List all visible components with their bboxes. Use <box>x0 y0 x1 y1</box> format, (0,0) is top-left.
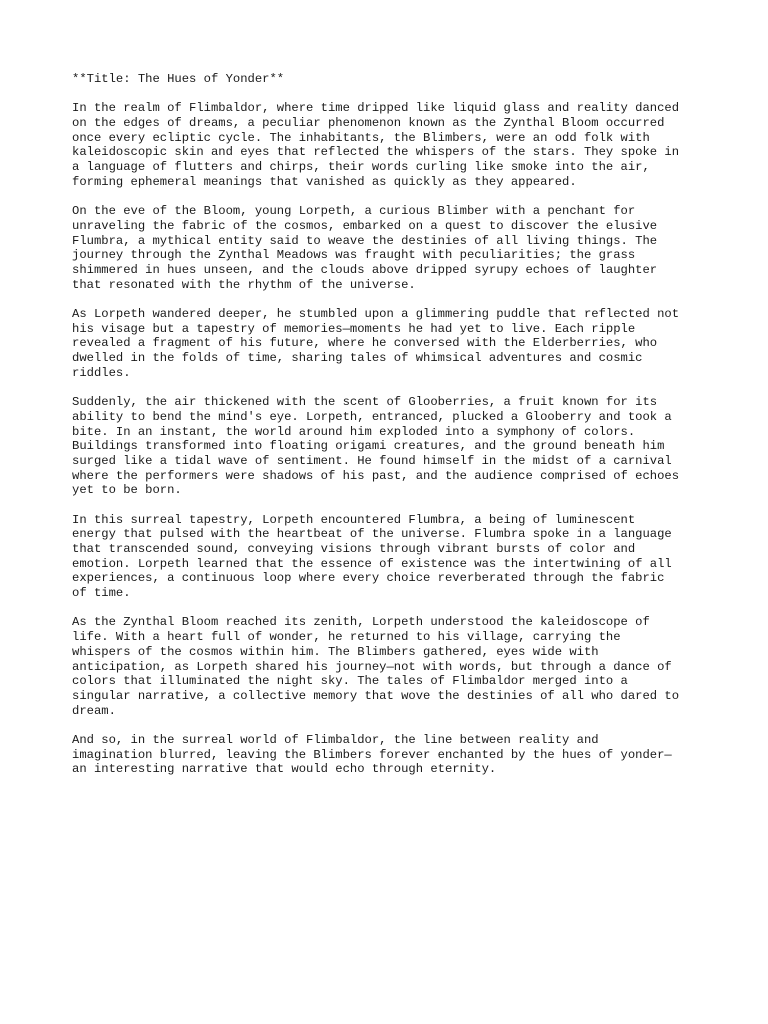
text-line: dream. <box>72 703 116 718</box>
paragraph-6 <box>72 615 712 718</box>
text-line: unraveling the fabric of the cosmos, embarked on a quest to discover the elusive <box>72 218 658 233</box>
paragraph-4 <box>72 395 712 498</box>
text-line: energy that pulsed with the heartbeat of the universe. Flumbra spoke in a language <box>72 527 672 542</box>
text-line: his visage but a tapestry of memories—moments he had yet to live. Each ripple <box>72 321 636 336</box>
text-line: Suddenly, the air thickened with the scent of Glooberries, a fruit known for its <box>72 395 658 410</box>
text-line: yet to be born. <box>72 483 182 498</box>
text-line: of time. <box>72 586 131 601</box>
text-line: In the realm of Flimbaldor, where time dripped like liquid glass and reality danced <box>72 101 680 116</box>
text-line: anticipation, as Lorpeth shared his journey—not with words, but through a dance of <box>72 659 672 674</box>
paragraph-1 <box>72 101 712 189</box>
text-line: journey through the Zynthal Meadows was fraught with peculiarities; the grass <box>72 248 636 263</box>
text-line: As Lorpeth wandered deeper, he stumbled upon a glimmering puddle that reflected not <box>72 307 680 321</box>
text-line: that resonated with the rhythm of the universe. <box>72 277 416 292</box>
text-line: whispers of the cosmos within him. The Blimbers gathered, eyes wide with <box>72 644 599 659</box>
text-line: once every ecliptic cycle. The inhabitants, the Blimbers, were an odd folk with <box>72 130 650 145</box>
text-line: Flumbra, a mythical entity said to weave the destinies of all living things. The <box>72 233 658 248</box>
text-line: where the performers were shadows of his past, and the audience comprised of echoes <box>72 468 680 483</box>
text-line: As the Zynthal Bloom reached its zenith, Lorpeth understood the kaleidoscope of <box>72 615 650 630</box>
paragraph-7 <box>72 733 712 777</box>
text-line: Buildings transformed into floating origami creatures, and the ground beneath him <box>72 439 665 454</box>
text-line: an interesting narrative that would echo through eternity. <box>72 762 497 777</box>
text-line: experiences, a continuous loop where every choice reverberated through the fabric <box>72 571 665 586</box>
text-line: On the eve of the Bloom, young Lorpeth, a curious Blimber with a penchant for <box>72 204 636 219</box>
text-line: dwelled in the folds of time, sharing tales of whimsical adventures and cosmic <box>72 351 643 366</box>
text-line: colors that illuminated the night sky. The tales of Flimbaldor merged into a <box>72 674 628 689</box>
paragraph-3 <box>72 307 712 380</box>
text-line: riddles. <box>72 365 131 380</box>
text-line: singular narrative, a collective memory that wove the destinies of all who dared to <box>72 688 680 703</box>
title-paragraph <box>72 72 712 87</box>
text-line: life. With a heart full of wonder, he returned to his village, carrying the <box>72 630 621 645</box>
paragraph-5 <box>72 513 712 601</box>
text-line: surged like a tidal wave of sentiment. He found himself in the midst of a carnival <box>72 453 672 468</box>
text-line: forming ephemeral meanings that vanished as quickly as they appeared. <box>72 174 577 189</box>
text-line: on the edges of dreams, a peculiar phenomenon known as the Zynthal Bloom occurred <box>72 116 665 131</box>
paragraph-2 <box>72 204 712 292</box>
text-line: that transcended sound, conveying visions through vibrant bursts of color and <box>72 542 636 556</box>
document-title: **Title: The Hues of Yonder** <box>72 72 285 86</box>
text-line: kaleidoscopic skin and eyes that reflected the whispers of the stars. They spoke in <box>72 145 680 160</box>
text-line: imagination blurred, leaving the Blimbers forever enchanted by the hues of yonder— <box>72 747 672 762</box>
text-line: bite. In an instant, the world around him exploded into a symphony of colors. <box>72 424 636 439</box>
text-line: revealed a fragment of his future, where he conversed with the Elderberries, who <box>72 336 658 351</box>
text-line: shimmered in hues unseen, and the clouds above dripped syrupy echoes of laughter <box>72 262 658 277</box>
text-line: In this surreal tapestry, Lorpeth encountered Flumbra, a being of luminescent <box>72 512 636 527</box>
text-line: emotion. Lorpeth learned that the essence of existence was the intertwining of all <box>72 556 672 571</box>
text-line: And so, in the surreal world of Flimbaldor, the line between reality and <box>72 732 599 747</box>
document-body <box>72 72 712 792</box>
text-line: ability to bend the mind's eye. Lorpeth, entranced, plucked a Glooberry and took a <box>72 409 672 424</box>
text-line: a language of flutters and chirps, their words curling like smoke into the air, <box>72 160 650 175</box>
